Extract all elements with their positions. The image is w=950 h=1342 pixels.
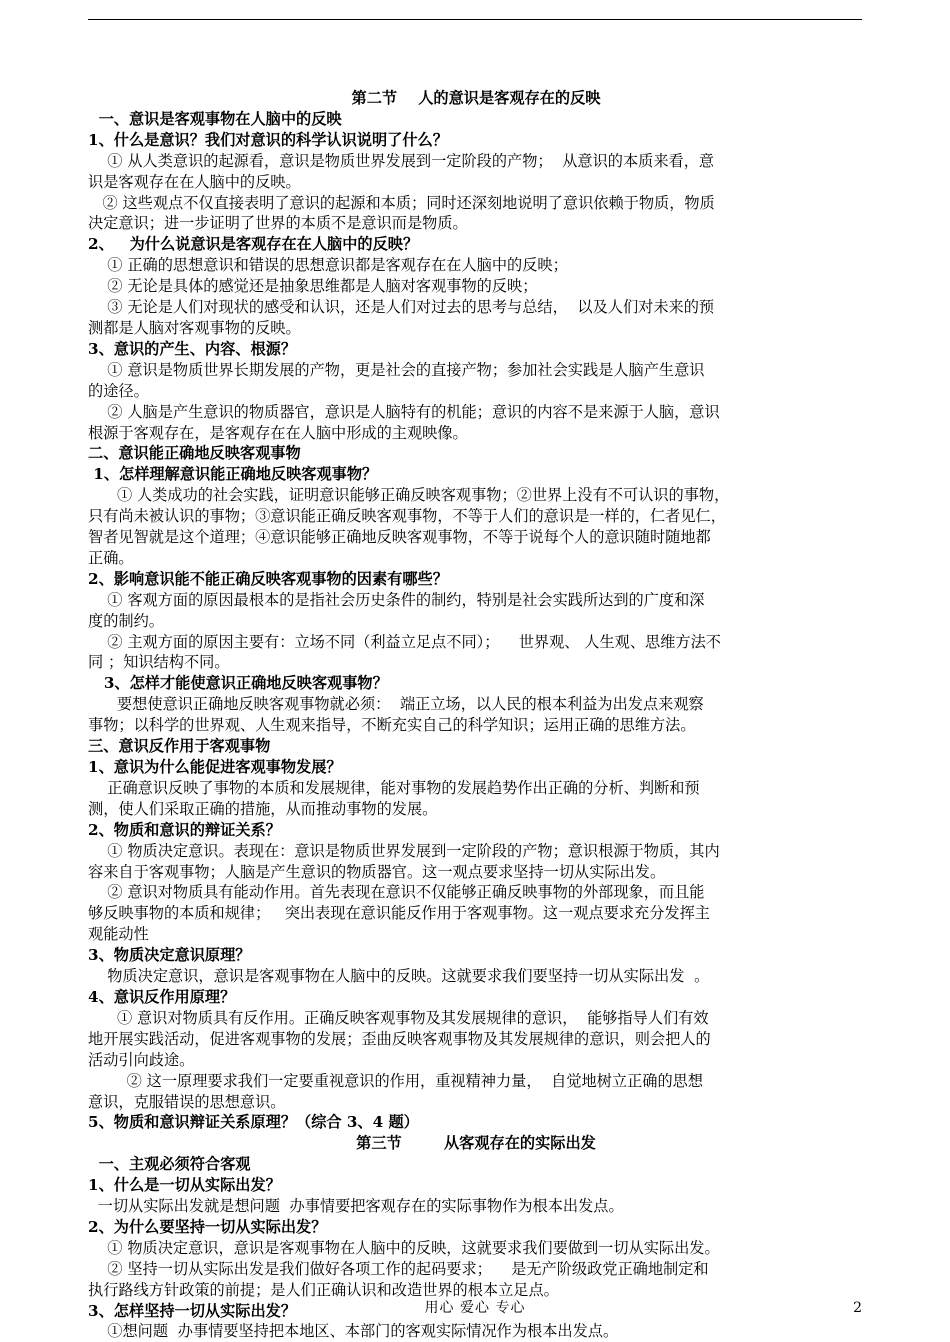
question-heading: 一、主观必须符合客观 xyxy=(88,1155,251,1174)
text-line: ② 这一原理要求我们一定要重视意识的作用，重视精神力量， 自觉地树立正确的思想 xyxy=(88,1071,704,1090)
text-line: ② 人脑是产生意识的物质器官，意识是人脑特有的机能；意识的内容不是来源于人脑，意识 xyxy=(88,402,720,421)
question-heading: 3、物质决定意识原理？ xyxy=(88,946,251,965)
question-heading: 3、怎样坚持一切从实际出发？ xyxy=(88,1301,297,1320)
text-line: 物质决定意识，意识是客观事物在人脑中的反映。这就要求我们要坚持一切从实际出发 。 xyxy=(88,967,710,986)
text-line: 根源于客观存在，是客观存在在人脑中形成的主观映像。 xyxy=(88,423,468,442)
text-line: 决定意识；进一步证明了世界的本质不是意识而是物质。 xyxy=(88,214,468,233)
question-heading: 三、意识反作用于客观事物 xyxy=(88,737,271,756)
text-line: 智者见智就是这个道理；④意识能够正确地反映客观事物，不等于说每个人的意识随时随地都 xyxy=(88,528,711,547)
text-line: 容来自于客观事物；人脑是产生意识的物质器官。这一观点要求坚持一切从实际出发。 xyxy=(88,862,666,881)
text-line: 意识，克服错误的思想意识。 xyxy=(88,1092,286,1111)
question-heading: 1、什么是意识？我们对意识的科学认识说明了什么？ xyxy=(88,130,448,149)
text-line: 同 ；知识结构不同。 xyxy=(88,653,230,672)
question-heading: 1、什么是一切从实际出发？ xyxy=(88,1176,281,1195)
text-line: ② 无论是具体的感觉还是抽象思维都是人脑对客观事物的反映； xyxy=(88,277,538,296)
text-line: 正确意识反映了事物的本质和发展规律，能对事物的发展趋势作出正确的分析、判断和预 xyxy=(88,778,700,797)
text-line: ① 意识对物质具有反作用。正确反映客观事物及其发展规律的意识， 能够指导人们有效 xyxy=(88,1008,709,1027)
text-line: 测，使人们采取正确的措施，从而推动事物的发展。 xyxy=(88,799,438,818)
question-heading: 二、意识能正确地反映客观事物 xyxy=(88,444,301,463)
header-rule xyxy=(88,19,862,20)
text-line: ①想问题 办事情要坚持把本地区、本部门的客观实际情况作为根本出发点。 xyxy=(88,1322,619,1341)
text-line: ② 意识对物质具有能动作用。首先表现在意识不仅能够正确反映事物的外部现象，而且能 xyxy=(88,883,705,902)
text-line: ③ 无论是人们对现状的感受和认识，还是人们对过去的思考与总结， 以及人们对未来的预 xyxy=(88,298,715,317)
section-title: 第二节 人的意识是客观存在的反映 xyxy=(351,89,601,107)
question-heading: 2、影响意识能不能正确反映客观事物的因素有哪些？ xyxy=(88,569,448,588)
text-line: ① 客观方面的原因最根本的是指社会历史条件的制约，特别是社会实践所达到的广度和深 xyxy=(88,590,705,609)
text-line: ① 从人类意识的起源看，意识是物质世界发展到一定阶段的产物； 从意识的本质来看，意 xyxy=(88,151,715,170)
text-line: 正确。 xyxy=(88,548,134,567)
text-line: ① 人类成功的社会实践，证明意识能够正确反映客观事物；②世界上没有不可认识的事物， xyxy=(88,486,730,505)
question-heading: 5、物质和意识辩证关系原理？（综合 3、4 题） xyxy=(88,1113,419,1132)
question-heading: 3、怎样才能使意识正确地反映客观事物？ xyxy=(88,674,388,693)
text-line: 观能动性 xyxy=(88,925,149,944)
question-heading: 3、意识的产生、内容、根源？ xyxy=(88,339,297,358)
text-line: ② 主观方面的原因主要有：立场不同（利益立足点不同）； 世界观、 人生观、思维方法不 xyxy=(88,632,721,651)
text-line: 活动引向歧途。 xyxy=(88,1050,195,1069)
text-line: ② 坚持一切从实际出发是我们做好各项工作的起码要求； 是无产阶级政党正确地制定和 xyxy=(88,1259,709,1278)
text-line: 度的制约。 xyxy=(88,611,164,630)
page-number: 2 xyxy=(853,1300,862,1316)
text-line: 地开展实践活动，促进客观事物的发展；歪曲反映客观事物及其发展规律的意识，则会把人的 xyxy=(88,1029,711,1048)
text-line: ① 正确的思想意识和错误的思想意识都是客观存在在人脑中的反映； xyxy=(88,256,568,275)
text-line: 一切从实际出发就是想问题 办事情要把客观存在的实际事物作为根本出发点。 xyxy=(88,1197,624,1216)
document-body xyxy=(88,88,864,1342)
question-heading: 2、为什么要坚持一切从实际出发？ xyxy=(88,1217,327,1236)
text-line: 识是客观存在在人脑中的反映。 xyxy=(88,172,301,191)
question-heading: 一、意识是客观事物在人脑中的反映 xyxy=(88,109,342,128)
question-heading: 4、意识反作用原理？ xyxy=(88,987,236,1006)
text-line: 事物；以科学的世界观、人生观来指导，不断充实自己的科学知识；运用正确的思维方法。 xyxy=(88,716,696,735)
text-line: 的途径。 xyxy=(88,381,149,400)
text-line: 测都是人脑对客观事物的反映。 xyxy=(88,318,301,337)
footer-motto: 用心 爱心 专心 xyxy=(424,1300,526,1316)
text-line: ② 这些观点不仅直接表明了意识的起源和本质；同时还深刻地说明了意识依赖于物质，物质 xyxy=(88,193,715,212)
page-footer xyxy=(0,1297,950,1319)
question-heading: 2、物质和意识的辩证关系？ xyxy=(88,820,281,839)
section-title: 第三节 从客观存在的实际出发 xyxy=(356,1134,596,1153)
text-line: ① 意识是物质世界长期发展的产物，更是社会的直接产物；参加社会实践是人脑产生意识 xyxy=(88,360,705,379)
text-line: ① 物质决定意识，意识是客观事物在人脑中的反映，这就要求我们要做到一切从实际出发。 xyxy=(88,1238,720,1257)
question-heading: 1、意识为什么能促进客观事物发展？ xyxy=(88,758,342,776)
question-heading: 1、怎样理解意识能正确地反映客观事物？ xyxy=(88,465,378,484)
text-line: 要想使意识正确地反映客观事物就必须： 端正立场，以人民的根本利益为出发点来观察 xyxy=(88,695,704,714)
text-line: 执行路线方针政策的前提；是人们正确认识和改造世界的根本立足点。 xyxy=(88,1280,559,1299)
text-line: 只有尚未被认识的事物；③意识能正确反映客观事物，不等于人们的意识是一样的，仁者见仁， xyxy=(88,507,726,526)
text-line: ① 物质决定意识。表现在：意识是物质世界发展到一定阶段的产物；意识根源于物质，其内 xyxy=(88,841,720,860)
question-heading: 2、 为什么说意识是客观存在在人脑中的反映？ xyxy=(88,235,419,254)
text-line: 够反映事物的本质和规律； 突出表现在意识能反作用于客观事物。这一观点要求充分发挥主 xyxy=(88,904,710,923)
